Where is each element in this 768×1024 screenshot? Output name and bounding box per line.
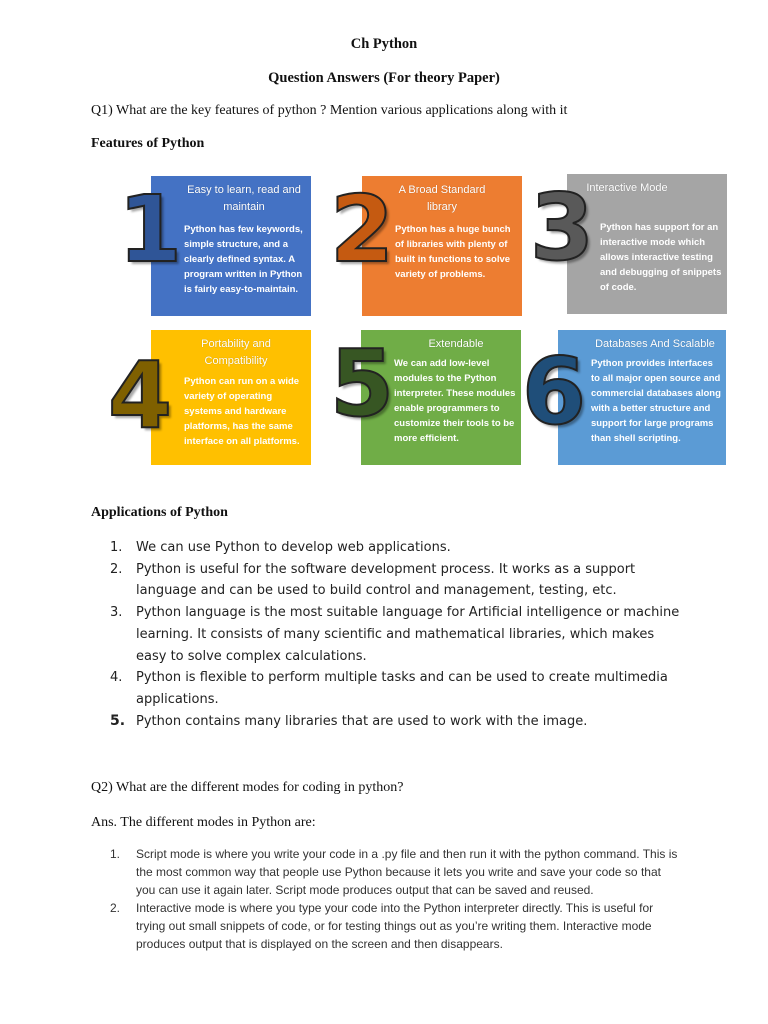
modes-list bbox=[110, 845, 680, 953]
list-number: 2. bbox=[110, 901, 121, 915]
list-item bbox=[110, 845, 680, 899]
list-text: Python contains many libraries that are used to work with the image. bbox=[136, 713, 588, 729]
feature-title: Easy to learn, read and maintain bbox=[187, 184, 301, 213]
list-number: 1. bbox=[110, 847, 121, 861]
feature-title: Extendable bbox=[428, 338, 484, 350]
feature-title: Portability and Compatibility bbox=[201, 338, 271, 367]
list-number: 1. bbox=[110, 540, 123, 555]
list-text: Python is flexible to perform multiple tasks and can be used to create multimedia applications. bbox=[136, 670, 668, 707]
list-text: Python language is the most suitable language for Artificial intelligence or machine learning. It consists of many scientific and mathematical libraries, which makes easy to solve complex calculations. bbox=[136, 605, 680, 664]
list-text: Script mode is where you write your code in a .py file and then run it with the python command. This is the most common way that people use Python because it lets you write and save your code so that you can use it again later. Script mode produces output that can be saved and reused. bbox=[136, 847, 678, 897]
list-text: We can use Python to develop web applications. bbox=[136, 540, 451, 555]
list-item bbox=[110, 711, 680, 733]
question-2: Q2) What are the different modes for coding in python? bbox=[91, 780, 404, 795]
feature-number-3: 3 bbox=[530, 174, 595, 281]
list-item bbox=[110, 559, 680, 602]
applications-list bbox=[110, 537, 680, 732]
list-item bbox=[110, 899, 680, 953]
feature-number-2: 2 bbox=[330, 176, 395, 283]
feature-body: We can add low-level modules to the Python interpreter. These modules enable programmers to customize their tools to be more efficient. bbox=[394, 358, 516, 444]
feature-body: Python can run on a wide variety of operating systems and hardware platforms, has the same interface on all platforms. bbox=[184, 376, 300, 447]
list-number: 2. bbox=[110, 561, 123, 577]
answer-intro: Ans. The different modes in Python are: bbox=[91, 815, 316, 830]
list-text: Interactive mode is where you type your code into the Python interpreter directly. This is useful for trying out small snippets of code, or for testing things out as you’re writing them. Interactive mode produces output that is displayed on the screen and then disappears. bbox=[136, 901, 654, 951]
document-subtitle: Question Answers (For theory Paper) bbox=[268, 70, 500, 86]
feature-number-5: 5 bbox=[330, 330, 395, 437]
list-number: 5. bbox=[110, 712, 126, 729]
feature-body: Python provides interfaces to all major open source and commercial databases along with a better structure and support for large programs than shell scripting. bbox=[591, 358, 721, 444]
list-item bbox=[110, 602, 680, 667]
feature-title: Interactive Mode bbox=[586, 182, 668, 194]
list-number: 4. bbox=[110, 670, 123, 686]
feature-number-1: 1 bbox=[118, 176, 183, 283]
feature-title: A Broad Standard library bbox=[398, 184, 486, 213]
feature-title: Databases And Scalable bbox=[595, 338, 715, 350]
feature-number-4: 4 bbox=[108, 342, 173, 449]
feature-card-4 bbox=[151, 330, 311, 465]
question-1: Q1) What are the key features of python ? Mention various applications along with it bbox=[91, 103, 568, 118]
feature-body: Python has a huge bunch of libraries with plenty of built in functions to solve variety of problems. bbox=[395, 224, 511, 280]
document-title: Ch Python bbox=[350, 36, 418, 52]
list-item bbox=[110, 667, 680, 710]
features-heading: Features of Python bbox=[91, 136, 205, 151]
feature-body: Python has support for an interactive mode which allows interactive testing and debugging of snippets of code. bbox=[600, 222, 722, 293]
feature-number-6: 6 bbox=[522, 338, 587, 445]
list-text: Python is useful for the software development process. It works as a support language and can be used to build control and management, testing, etc. bbox=[136, 561, 636, 599]
list-number: 3. bbox=[110, 605, 123, 621]
applications-heading: Applications of Python bbox=[91, 505, 228, 520]
feature-body: Python has few keywords, simple structure, and a clearly defined syntax. A program written in Python is fairly easy-to-maintain. bbox=[184, 224, 303, 295]
list-item bbox=[110, 537, 680, 559]
